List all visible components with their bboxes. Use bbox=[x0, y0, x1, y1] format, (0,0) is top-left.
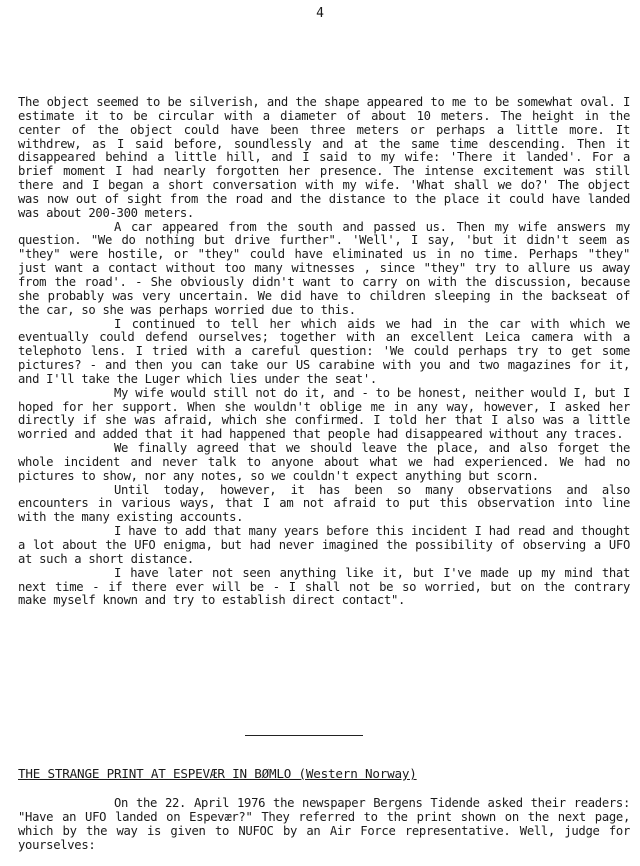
paragraph-4: My wife would still not do it, and - to be honest, neither would I, but I hoped for her support. When she wouldn't oblige me in any way, however, I asked her directly if she was afraid, which she confirmed. I told her that I also was a little worried and added that it had happened that people had disappeared without any traces. bbox=[18, 385, 630, 442]
paragraph-2: A car appeared from the south and passed us. Then my wife answers my question. "We do nothing but drive further". 'Well', I say, 'but it didn't seem as "they" were hostile, or "they" could have eliminated us in no time. Perhaps "they" just want a contact without too many witnesses , since "they" try to allure us away from the road'. - She obviously didn't want to carry on with the discussion, because she probably was very uncertain. We did have to children sleeping in the backseat of the car, so she was perhaps worried due to this. bbox=[18, 219, 630, 317]
section-divider bbox=[245, 735, 363, 736]
section-heading bbox=[18, 766, 630, 781]
paragraph-3: I continued to tell her which aids we had in the car with which we eventually could defend ourselves; together with an excellent Leica camera with a telephoto lens. I tried with a careful question: 'We could perhaps try to get some pictures? - and then you can take our US carabine with you and two magazines for it, and I'll take the Luger which lies under the seat'. bbox=[18, 316, 630, 386]
paragraph-5: We finally agreed that we should leave the place, and also forget the whole incident and never talk to anyone about what we had experienced. We had no pictures to show, nor any notes, so we couldn't expect anything but scorn. bbox=[18, 441, 630, 483]
paragraph-8: I have later not seen anything like it, but I've made up my mind that next time - if there ever will be - I shall not be so worried, but on the contrary make myself known and try to establish direct contact". bbox=[18, 565, 630, 608]
section-body bbox=[18, 797, 630, 852]
section-heading-text: THE STRANGE PRINT AT ESPEVÆR IN BØMLO (Western Norway) bbox=[18, 766, 417, 781]
page-number: 4 bbox=[316, 6, 324, 21]
report-text bbox=[18, 96, 630, 608]
section-paragraph: On the 22. April 1976 the newspaper Bergens Tidende asked their readers: "Have an UFO landed on Espevær?" They referred to the print shown on the next page, which by the way is given to NUFOC by an Air Force representative. Well, judge for yourselves: bbox=[18, 796, 630, 852]
paragraph-6: Until today, however, it has been so many observations and also encounters in various ways, that I am not afraid to put this observation into line with the many existing accounts. bbox=[18, 482, 630, 525]
paragraph-1: The object seemed to be silverish, and the shape appeared to me to be somewhat oval. I estimate it to be circular with a diameter of about 10 meters. The height in the center of the object could have been three meters or perhaps a little more. It withdrew, as I said before, soundlessly and at the same time descending. Then it disappeared behind a little hill, and I said to my wife: 'There it landed'. For a brief moment I had nearly forgotten her presence. The intense excitement was still there and I began a short conversation with my wife. 'What shall we do?' The object was now out of sight from the road and the distance to the place it could have landed was about 200-300 meters. bbox=[18, 95, 630, 220]
paragraph-7: I have to add that many years before this incident I had read and thought a lot about the UFO enigma, but had never imagined the possibility of observing a UFO at such a short distance. bbox=[18, 524, 630, 566]
